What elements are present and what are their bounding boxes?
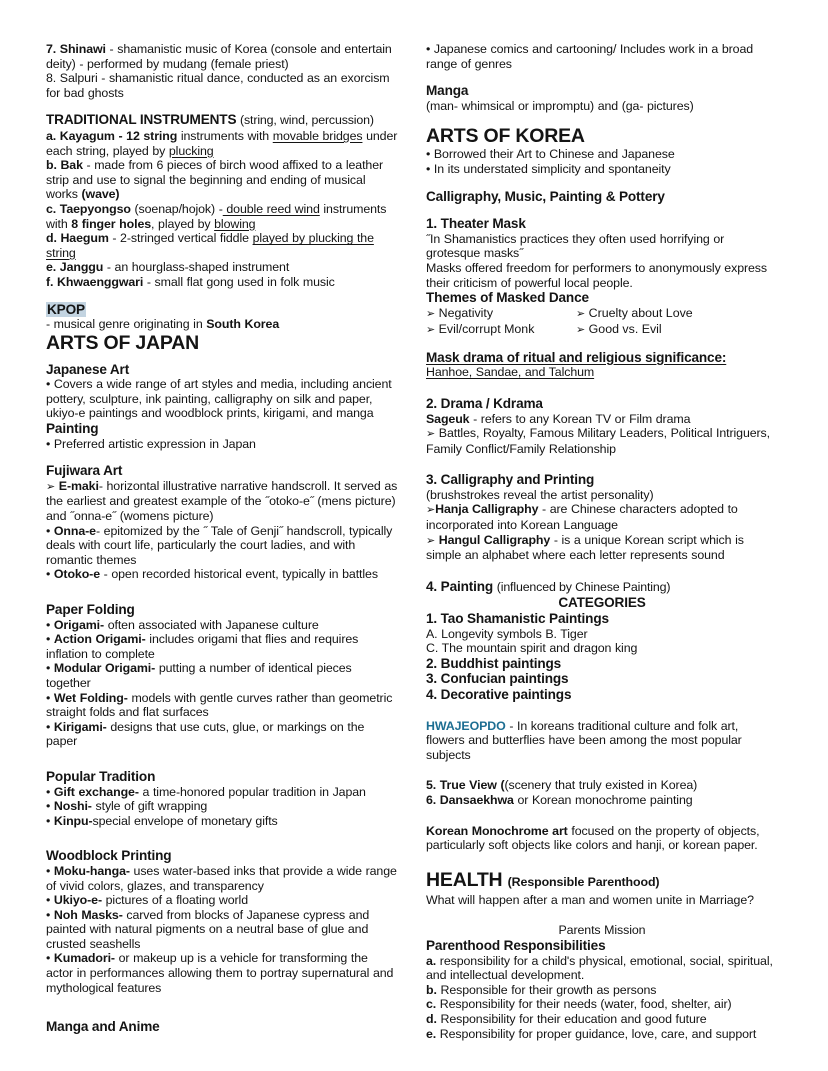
paper-folding-heading: Paper Folding	[46, 602, 135, 617]
arts-of-japan-title: ARTS OF JAPAN	[46, 331, 200, 354]
paper-folding-origami: • Origami- often associated with Japanese culture	[46, 617, 319, 632]
manga-and-anime-heading: Manga and Anime	[46, 1019, 160, 1035]
responsibility-c: c. Responsibility for their needs (water, food, shelter, air)	[426, 997, 732, 1012]
masked-dance-theme-row	[426, 306, 778, 322]
instrument-khwaenggwari: f. Khwaenggwari - small flat gong used in folk music	[46, 274, 335, 289]
hwajeopdo-label: HWAJEOPDO	[426, 718, 506, 733]
left-column	[46, 42, 398, 1035]
instrument-haegum: d. Haegum - 2-stringed vertical fiddle played by plucking the string	[46, 231, 374, 260]
fujiwara-otoko-e: • Otoko-e - open recorded historical event, typically in battles	[46, 567, 378, 582]
painting-heading-note: (influenced by Chinese Painting)	[496, 579, 671, 594]
sageuk-topics: ➢ Battles, Royalty, Famous Military Leaders, Political Intriguers, Family Conflict/Family Relationship	[426, 426, 770, 456]
mask-drama-list: Hanhoe, Sandae, and Talchum	[426, 365, 595, 380]
category-tao-shamanistic: 1. Tao Shamanistic Paintings	[426, 611, 609, 627]
theme-cruelty-about-love: ➢ Cruelty about Love	[576, 305, 693, 320]
category-decorative: 4. Decorative paintings	[426, 687, 572, 702]
dansaekhwa-entry: 6. Dansaekhwa or Korean monochrome painting	[426, 792, 693, 807]
calligraphy-printing-heading: 3. Calligraphy and Printing	[426, 472, 595, 488]
categories-label: CATEGORIES	[558, 595, 646, 611]
korean-monochrome-entry: Korean Monochrome art focused on the property of objects, particularly soft objects like colors and hanji, or korean paper.	[426, 823, 760, 853]
manga-intro-bullet: • Japanese comics and cartooning/ Includes work in a broad range of genres	[426, 42, 754, 71]
paper-folding-modular-origami: • Modular Origami- putting a number of identical pieces together	[46, 661, 352, 690]
woodblock-noh-masks: • Noh Masks- carved from blocks of Japanese cypress and painted with natural pigments on a neutral base of glue and crusted seashells	[46, 907, 370, 951]
kpop-description: - musical genre originating in South Korea	[46, 317, 280, 332]
manga-heading: Manga	[426, 83, 469, 99]
parenthood-responsibilities-heading: Parenthood Responsibilities	[426, 937, 606, 953]
parents-mission-label: Parents Mission	[558, 923, 646, 938]
theater-mask-quote: ˝In Shamanistics practices they often used horrifying or grotesque masks˝	[426, 231, 725, 261]
traditional-instruments-subtitle: (string, wind, percussion)	[240, 113, 374, 128]
paper-folding-kirigami: • Kirigami- designs that use cuts, glue, or markings on the paper	[46, 719, 365, 749]
drama-kdrama-heading: 2. Drama / Kdrama	[426, 395, 543, 411]
theme-evil-corrupt-monk: ➢ Evil/corrupt Monk	[426, 321, 535, 336]
arts-of-korea-title: ARTS OF KOREA	[426, 125, 585, 148]
salpuri-entry: 8. Salpuri - shamanistic ritual dance, conducted as an exorcism for bad ghosts	[46, 71, 390, 100]
theater-mask-body: Masks offered freedom for performers to anonymously express their criticism of powerful local people.	[426, 260, 767, 290]
category-buddhist: 2. Buddhist paintings	[426, 655, 562, 671]
category-tao-sub-c: C. The mountain spirit and dragon king	[426, 641, 638, 656]
manga-etymology: (man- whimsical or impromptu) and (ga- pictures)	[426, 98, 694, 113]
calligraphy-note: (brushstrokes reveal the artist personality)	[426, 487, 654, 502]
mask-drama-heading: Mask drama of ritual and religious significance:	[426, 349, 727, 365]
calligraphy-music-painting-pottery-heading: Calligraphy, Music, Painting & Pottery	[426, 188, 665, 204]
category-tao-sub-ab: A. Longevity symbols B. Tiger	[426, 626, 588, 641]
popular-tradition-noshi: • Noshi- style of gift wrapping	[46, 799, 208, 814]
category-confucian: 3. Confucian paintings	[426, 671, 569, 687]
popular-tradition-heading: Popular Tradition	[46, 768, 156, 784]
paper-folding-action-origami: • Action Origami- includes origami that flies and requires inflation to complete	[46, 632, 359, 661]
masked-dance-theme-row	[426, 322, 778, 338]
theme-negativity: ➢ Negativity	[426, 305, 494, 320]
woodblock-printing-heading: Woodblock Printing	[46, 848, 172, 864]
popular-tradition-kinpu: • Kinpu-special envelope of monetary gifts	[46, 813, 278, 828]
painting-heading: Painting	[46, 421, 99, 437]
themes-of-masked-dance-heading: Themes of Masked Dance	[426, 290, 589, 306]
instrument-taepyongso: c. Taepyongso (soenap/hojok) - double reed wind instruments with 8 finger holes, played by blowing	[46, 201, 387, 231]
hwajeopdo-entry: HWAJEOPDO - In koreans traditional culture and folk art, flowers and butterflies have been among the most popular subjects	[426, 718, 742, 762]
traditional-instruments-heading: TRADITIONAL INSTRUMENTS (string, wind, percussion)	[46, 112, 374, 128]
fujiwara-art-heading: Fujiwara Art	[46, 463, 123, 479]
paper-folding-wet-folding: • Wet Folding- models with gentle curves rather than geometric straight folds and flat surfaces	[46, 690, 393, 720]
responsibility-b: b. Responsible for their growth as persons	[426, 982, 657, 997]
japanese-art-heading: Japanese Art	[46, 361, 130, 377]
painting-section-heading: 4. Painting (influenced by Chinese Painting)	[426, 578, 671, 594]
popular-tradition-gift-exchange: • Gift exchange- a time-honored popular tradition in Japan	[46, 784, 366, 799]
woodblock-kumadori: • Kumadori- or makeup up is a vehicle for transforming the actor in performances allowing them to portray supernatural and mythological features	[46, 951, 394, 995]
health-subtitle: (Responsible Parenthood)	[507, 874, 660, 889]
instrument-kayagum: a. Kayagum - 12 string instruments with movable bridges under each string, played by plucking	[46, 128, 398, 158]
theme-good-vs-evil: ➢ Good vs. Evil	[576, 321, 662, 336]
fujiwara-emaki: ➢ E-maki- horizontal illustrative narrative handscroll. It served as the earliest and greatest example of the ˝otoko-e˝ (mens picture) and ˝onna-e˝ (womens picture)	[46, 478, 398, 524]
korea-bullet-1: • Borrowed their Art to Chinese and Japanese	[426, 147, 675, 162]
true-view-entry: 5. True View ((scenery that truly existed in Korea)	[426, 778, 698, 793]
responsibility-a: a. responsibility for a child's physical, emotional, social, spiritual, and intellectual development.	[426, 953, 773, 983]
painting-bullet: • Preferred artistic expression in Japan	[46, 436, 256, 451]
right-column	[426, 42, 778, 1041]
health-question: What will happen after a man and women unite in Marriage?	[426, 892, 754, 907]
instrument-bak: b. Bak - made from 6 pieces of birch wood affixed to a leather strip and use to signal the beginning and ending of musical works (wave)	[46, 158, 384, 202]
hanja-calligraphy: ➢Hanja Calligraphy - are Chinese characters adopted to incorporated into Korean Language	[426, 502, 738, 533]
fujiwara-onna-e: • Onna-e- epitomized by the ˝ Tale of Genji˝ handscroll, typically deals with court life, particularly the court ladies, and with romantic themes	[46, 523, 393, 567]
kpop-heading	[46, 302, 398, 318]
sageuk-entry: Sageuk - refers to any Korean TV or Film drama	[426, 411, 691, 426]
health-title: HEALTH (Responsible Parenthood)	[426, 868, 660, 891]
hangul-calligraphy: ➢ Hangul Calligraphy - is a unique Korean script which is simple an alphabet where each letter represents sound	[426, 532, 744, 563]
woodblock-ukiyo-e: • Ukiyo-e- pictures of a floating world	[46, 893, 248, 908]
japanese-art-bullet: • Covers a wide range of art styles and media, including ancient pottery, sculpture, ink painting, calligraphy on silk and paper, ukiyo-e paintings and woodblock prints, kirigami, and manga	[46, 377, 392, 421]
responsibility-d: d. Responsibility for their education and good future	[426, 1011, 707, 1026]
shinawi-entry: 7. Shinawi - shamanistic music of Korea (console and entertain deity) - performed by mudang (female priest)	[46, 42, 392, 71]
woodblock-moku-hanga: • Moku-hanga- uses water-based inks that provide a wide range of vivid colors, glazes, and transparency	[46, 863, 397, 893]
theater-mask-heading: 1. Theater Mask	[426, 216, 526, 232]
shinawi-label: 7. Shinawi	[46, 42, 106, 56]
korea-bullet-2: • In its understated simplicity and spontaneity	[426, 161, 671, 176]
instrument-janggu: e. Janggu - an hourglass-shaped instrument	[46, 260, 290, 275]
responsibility-e: e. Responsibility for proper guidance, love, care, and support	[426, 1026, 757, 1041]
kpop-highlight: KPOP	[47, 301, 85, 317]
